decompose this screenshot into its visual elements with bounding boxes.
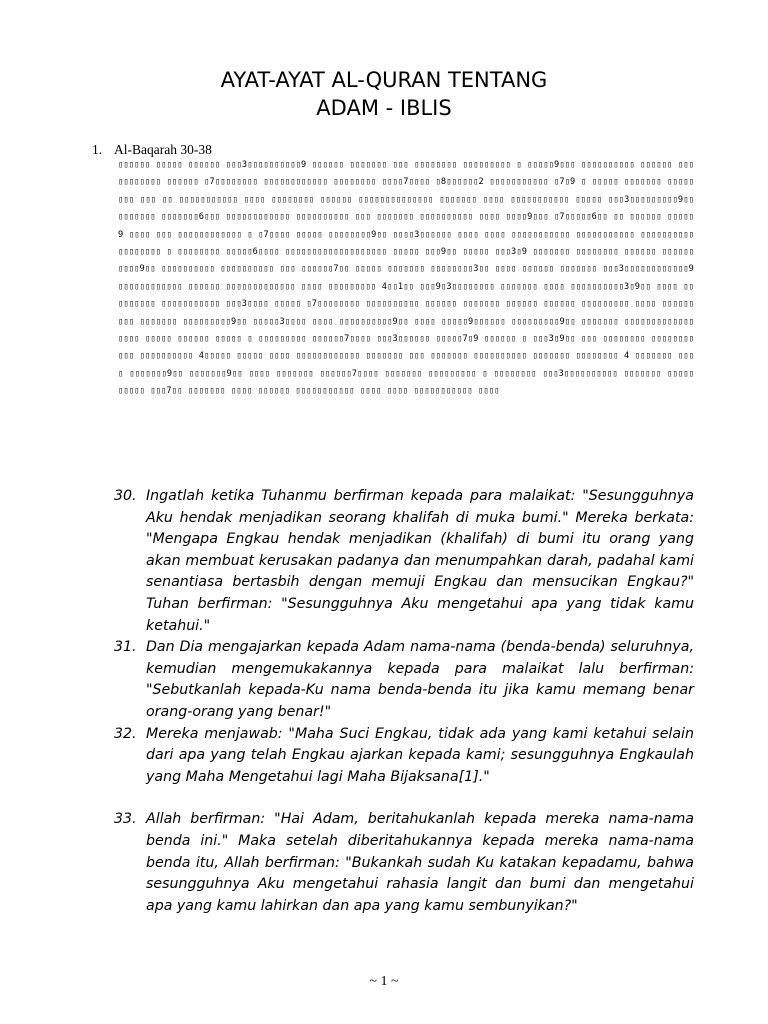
verse-number: 31. xyxy=(114,639,137,656)
verse-text: Allah berfirman: "Hai Adam, beritahukanlah kepada mereka nama-nama benda ini." Maka setelah diberitahukannya kepada mereka nama-nama benda itu, Allah berfirman: "Bukankah sudah Ku katakan kepadamu, bahwa sesungguhnya Aku mengetahui rahasia langit dan bumi dan mengetahui apa yang kamu lahirkan dan apa yang kamu sembunyikan?" xyxy=(146,811,694,914)
verse-number: 30. xyxy=(114,488,137,504)
section-label: Al-Baqarah 30-38 xyxy=(114,142,212,157)
verse-number: 32. xyxy=(114,725,137,742)
verse-number: 33. xyxy=(114,811,137,828)
verse-item xyxy=(114,486,694,637)
document-title xyxy=(0,66,768,122)
verse-item xyxy=(114,809,694,917)
verse-text: Dan Dia mengajarkan kepada Adam nama-nama (benda-benda) seluruhnya, kemudian mengemukakannya kepada para malaikat lalu berfirman: "Sebutkanlah kepada-Ku nama benda-benda itu jika kamu memang benar orang-orang yang benar!" xyxy=(146,639,694,720)
section-number: 1. xyxy=(92,142,103,157)
verse-item xyxy=(114,724,694,789)
verse-item xyxy=(114,637,694,723)
verse-list xyxy=(114,486,694,917)
verse-text: Ingatlah ketika Tuhanmu berfirman kepada para malaikat: "Sesungguhnya Aku hendak menjadikan seorang khalifah di muka bumi." Mereka berkata: "Mengapa Engkau hendak menjadikan (khalifah) di bumi itu orang yang akan membuat kerusakan padanya dan menumpahkan darah, padahal kami senantiasa bertasbih dengan memuji Engkau dan mensucikan Engkau?" Tuhan berfirman: "Sesungguhnya Aku mengetahui apa yang tidak kamu ketahui." xyxy=(146,488,694,634)
page-number: ~ 1 ~ xyxy=(369,974,399,989)
arabic-text-block: ▯▯▯▯▯▯ ▯▯▯▯▯ ▯▯▯▯▯▯ ▯▯▯3▯▯▯▯▯▯▯▯▯▯9 ▯▯▯▯▯▯ ▯▯▯▯▯▯▯ ▯▯▯ ▯▯▯▯▯▯▯▯ ▯▯▯▯▯▯▯▯▯ ▯ ▯▯▯▯▯9▯▯▯ ▯▯▯▯▯▯▯▯▯▯ ▯▯▯▯▯▯ ▯▯▯ ▯▯▯▯▯▯▯▯ ▯▯▯▯▯▯ ▯7▯▯▯▯▯▯▯▯ ▯▯▯▯▯▯▯▯▯▯▯▯ ▯▯▯▯▯▯▯▯ ▯▯▯▯7▯▯▯▯ ▯8▯▯▯▯▯▯2 ▯▯▯▯▯▯▯▯▯▯▯ ▯7▯9 ▯ ▯▯▯▯▯ ▯▯▯▯▯▯▯ ▯▯▯▯▯▯▯▯ ▯▯▯ ▯▯ ▯▯▯▯▯▯▯▯▯▯▯ ▯▯▯▯ ▯▯▯▯▯▯▯▯ ▯▯▯▯▯▯ ▯▯▯▯▯▯▯▯▯▯▯▯▯▯ ▯▯▯▯▯▯▯ ▯▯▯▯ ▯▯▯▯▯▯▯▯▯▯▯ ▯▯▯▯▯ ▯▯▯3▯▯▯▯▯▯▯▯▯9▯▯ ▯▯▯▯▯▯▯ ▯▯▯▯▯▯▯6▯▯▯ ▯▯▯▯▯▯▯▯▯▯▯▯ ▯▯▯▯▯▯▯▯▯▯ ▯▯▯ ▯▯▯▯▯▯▯ ▯▯▯▯▯▯▯▯▯▯ ▯▯▯▯ ▯▯▯▯9▯▯▯ ▯7▯▯▯▯▯6▯▯ ▯▯ ▯▯▯▯▯▯ ▯▯▯▯▯9 ▯▯▯▯ ▯▯▯ ▯▯▯▯▯▯▯▯▯▯▯▯ ▯ ▯7▯▯▯▯ ▯▯▯▯▯ ▯▯▯▯▯▯▯▯9▯▯ ▯▯▯▯3▯▯▯▯▯▯ ▯▯▯▯ ▯▯▯▯ ▯▯▯▯▯▯▯▯▯▯▯ ▯▯▯▯▯▯▯▯▯▯▯ ▯▯▯▯▯▯▯▯▯▯▯▯▯▯▯▯▯▯ ▯ ▯▯▯▯▯▯▯▯ ▯▯▯▯▯6▯▯▯▯ ▯▯▯▯▯▯▯▯▯▯▯▯▯▯▯▯▯▯▯ ▯▯▯▯▯ ▯▯▯9▯▯ ▯▯▯▯▯ ▯▯▯3▯9 ▯▯▯▯▯▯▯ ▯▯▯▯▯▯▯▯ ▯▯▯▯▯▯ ▯▯▯▯▯▯▯▯▯▯9▯▯ ▯▯▯▯▯▯▯▯▯▯ ▯▯▯▯▯▯▯▯▯▯ ▯▯▯ ▯▯▯▯▯▯7▯▯ ▯▯▯▯▯ ▯▯▯▯▯▯▯ ▯▯▯▯▯▯▯▯3▯▯ ▯▯▯▯ ▯▯▯▯▯▯ ▯▯▯▯▯▯▯ ▯▯▯3▯▯▯▯▯▯▯▯▯▯▯▯9 ▯▯▯▯▯▯▯▯▯▯▯▯ ▯▯▯▯▯▯ ▯▯▯▯▯▯▯▯▯▯▯▯▯ ▯▯▯▯ ▯▯▯▯▯▯▯▯▯ 4▯▯1▯▯ ▯▯▯9▯3▯▯▯▯▯▯▯▯ ▯▯▯▯▯▯▯ ▯▯▯▯ ▯▯▯▯▯▯▯▯▯▯3▯9▯▯ ▯▯▯▯ ▯▯▯▯▯▯▯▯▯ ▯▯▯▯▯▯▯▯▯▯▯ ▯▯▯3▯▯▯▯ ▯▯▯▯▯ ▯7▯▯▯▯▯▯▯▯ ▯▯▯▯▯▯▯▯▯▯ ▯▯▯▯▯▯ ▯▯▯▯▯▯▯ ▯▯▯▯▯▯ ▯▯▯▯▯▯ ▯▯▯▯▯▯▯▯▯ ▯▯▯▯ ▯▯▯▯▯▯▯▯▯ ▯▯▯▯▯▯▯ ▯▯▯▯▯▯▯▯▯9▯▯ ▯▯▯▯▯3▯▯▯▯ ▯▯▯▯ ▯▯▯▯▯▯▯▯▯▯9▯▯ ▯▯▯▯ ▯▯▯▯▯9▯▯▯▯▯▯ ▯▯▯▯▯▯▯▯▯9▯▯ ▯▯▯▯▯▯▯ ▯▯▯▯▯▯▯▯▯▯▯▯▯▯▯▯▯ ▯▯▯▯▯ ▯▯▯▯▯▯ ▯▯▯▯▯ ▯ ▯▯▯▯▯▯▯▯▯ ▯▯▯▯▯▯7▯▯▯▯ ▯▯▯3▯▯▯▯▯▯ ▯▯▯▯▯7▯9 ▯▯▯▯▯▯ ▯ ▯▯▯3▯9▯▯ ▯▯▯ ▯▯▯▯▯▯▯▯ ▯▯▯▯▯▯▯▯▯▯▯ ▯▯▯▯▯▯▯▯▯▯ 4▯▯▯▯▯ ▯▯▯▯▯ ▯▯▯▯ ▯▯▯▯▯▯▯▯▯▯▯▯ ▯▯▯▯▯▯▯ ▯▯▯ ▯▯▯▯▯▯▯ ▯▯▯▯▯▯▯▯▯▯ ▯▯▯▯▯▯▯ ▯▯▯▯▯▯▯▯ 4 ▯▯▯▯▯▯▯ ▯▯▯▯ ▯▯▯▯▯▯▯9▯▯ ▯▯▯▯▯▯▯9▯▯ ▯▯▯▯ ▯▯▯▯▯▯▯ ▯▯▯▯▯▯7▯▯▯▯ ▯▯▯▯▯▯▯ ▯▯▯▯▯▯▯▯▯ ▯ ▯▯▯▯▯▯▯▯ ▯▯▯3▯▯▯▯▯▯▯▯▯▯ ▯▯▯▯▯▯▯ ▯▯▯▯▯ ▯▯▯▯▯ ▯▯▯7▯▯ ▯▯▯▯▯▯▯ ▯▯▯▯ ▯▯▯▯▯▯ ▯▯▯▯▯▯▯▯▯▯▯ ▯▯▯▯ ▯▯▯▯ ▯▯▯▯▯▯▯▯▯▯▯ ▯▯▯▯ xyxy=(118,160,694,397)
title-line-2: ADAM - IBLIS xyxy=(316,96,452,120)
section-heading xyxy=(92,142,212,158)
title-line-1: AYAT-AYAT AL-QURAN TENTANG xyxy=(220,68,548,92)
verse-text: Mereka menjawab: "Maha Suci Engkau, tidak ada yang kami ketahui selain dari apa yang telah Engkau ajarkan kepada kami; sesungguhnya Engkaulah yang Maha Mengetahui lagi Maha Bijaksana[1]." xyxy=(146,725,694,785)
